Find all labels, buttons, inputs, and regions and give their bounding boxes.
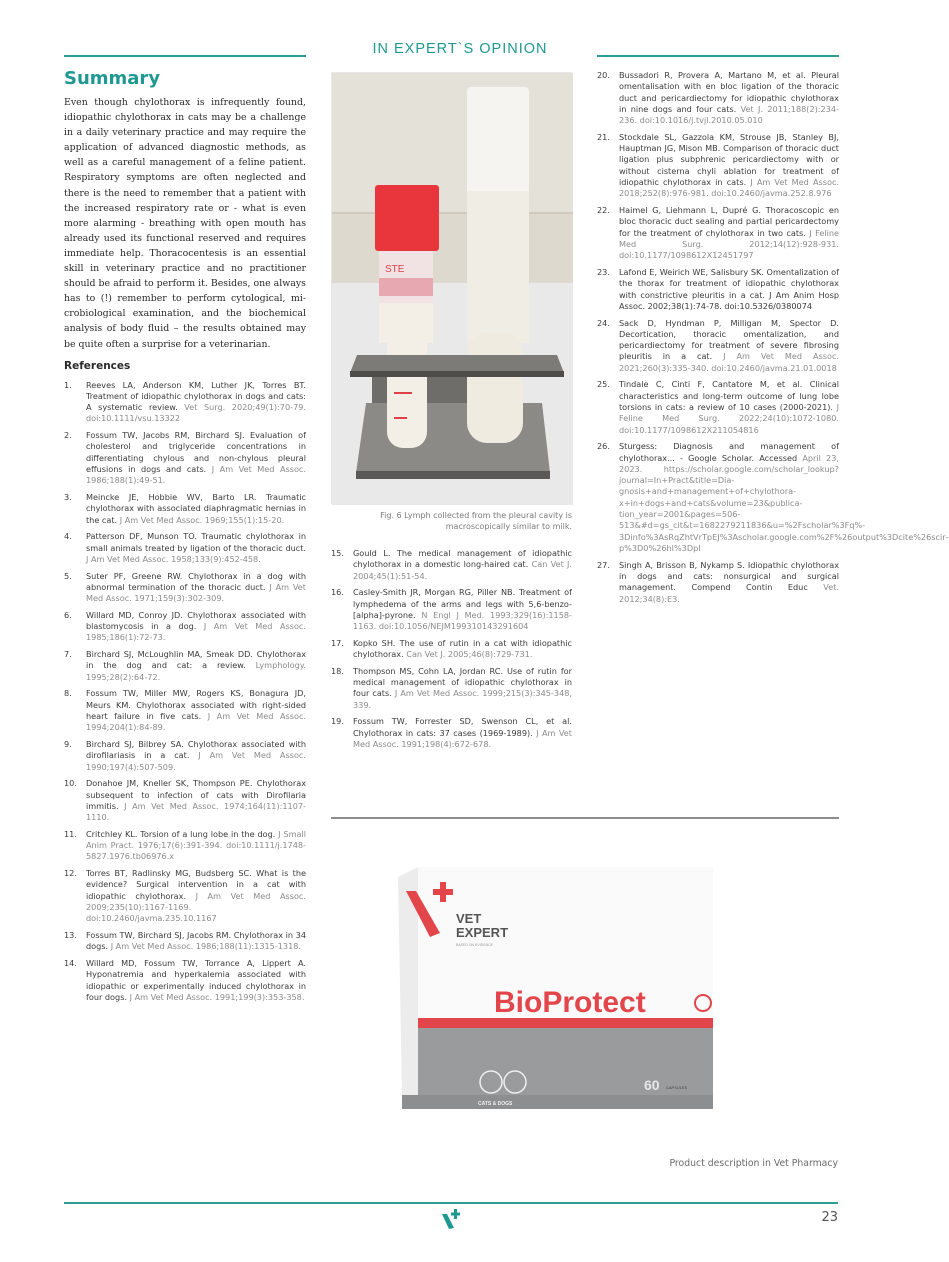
- reference-citation: J Am Vet Med Assoc. 1999;215(3):345-348, 339.: [353, 688, 572, 710]
- reference-citation: J Am Vet Med Assoc. 1974;164(11):1107-1110.: [86, 800, 306, 823]
- reference-item: [331, 587, 572, 632]
- reference-item: [64, 829, 306, 863]
- product-caption: Product description in Vet Pharmacy: [669, 1158, 838, 1169]
- section-title: IN EXPERT`S OPINION: [372, 41, 548, 57]
- reference-number: 25.: [597, 379, 610, 390]
- vet-expert-footer-logo-icon: [440, 1208, 464, 1230]
- reference-item: [64, 868, 306, 924]
- reference-number: 26.: [597, 441, 610, 452]
- header-rule-left: [64, 55, 306, 57]
- reference-citation: J Feline Med Surg. 2022;24(10):1072-1080. doi:10.1177/1098612X211054816: [619, 401, 839, 435]
- reference-number: 12.: [64, 868, 77, 879]
- footer-rule: [64, 1202, 838, 1204]
- header-rule-right: [597, 55, 839, 57]
- product-name: BioProtect: [494, 986, 646, 1019]
- reference-text: Willard MD, Conroy JD. Chylothorax associated with blastomycosis in a dog.: [86, 609, 306, 632]
- summary-text: Even though chylothorax is infrequently found, idiopathic chylothorax in cats may be a challenge in a daily veterinary practice and may require the application of advanced diagnostic methods, as well as a careful management of a feline patient. Respiratory symptoms are often neglected and there is the need to remember that a patient with the increased respiratory rate or - what is even more alarming - breathing with open mouth has already used its functional reserved and requires immediate help. Thoracocentesis is an essential skill in veterinary practice and no practitioner should be afraid to perform it. Besides, one always has to (!) remember to perform cytological, microbiological examination, and the biochemical analysis of body fluid – the results obtained may be quite often a surprise for a veterinarian.: [64, 97, 306, 350]
- reference-number: 22.: [597, 205, 610, 216]
- capsule-count: 60: [644, 1077, 660, 1093]
- reference-citation: J Am Vet Med Assoc. 1991;198(4):672-678.: [353, 727, 572, 750]
- reference-citation: Vet J. 2011;188(2):234-236. doi:10.1016/j.tvjl.2010.05.010: [619, 103, 839, 126]
- reference-text: Bussadori R, Provera A, Martano M, et al. Pleural omentalisation with en bloc ligation of the thoracic duct and pericardiectomy for idiopathic chylothorax in nine dogs and four cats.: [619, 70, 839, 114]
- reference-citation: J Am Vet Med Assoc. 1991;199(3):353-358.: [129, 991, 305, 1002]
- reference-citation: J Small Anim Pract. 1976;17(6):391-394. doi:10.1111/j.1748-5827.1976.tb06976.x: [86, 828, 306, 862]
- reference-citation: J Feline Med Surg. 2012;14(12):928-931. doi:10.1177/1098612X12451797: [619, 227, 839, 261]
- reference-citation: April 23, 2023. https://scholar.google.com/scholar_lookup?journal=In+Pract&title=Diagnosis+and+management+of+chylothorax+in+dogs+and+cats&volume=23&publication_year=2001&pages=506-513&#d=gs_cit&t=1682279211836&u=%2Fscholar%3Fq%3Dinfo%3AsRqZhtVrTpEJ%3Ascholar.google.com%2F%26output%3Dcite%26scirp%3D0%26hl%3Dpl: [619, 452, 949, 553]
- reference-number: 23.: [597, 266, 610, 277]
- reference-citation: Vet. 2012;34(8):E3.: [619, 582, 839, 604]
- reference-text: Birchard SJ, Bilbrey SA. Chylothorax associated with dirofilariasis in a cat.: [86, 739, 306, 761]
- brand-tagline: BASED ON EVIDENCE: [456, 943, 493, 947]
- reference-number: 19.: [331, 716, 344, 727]
- reference-text: Lafond E, Weirich WE, Salisbury SK. Omentalization of the thorax for treatment of idiopathic chylothorax with constrictive pleuritis in a cat. J Am Anim Hosp Assoc. 2002;38(1):74-78. doi:10.5326/0380074: [619, 266, 839, 311]
- reference-number: 3.: [64, 492, 72, 503]
- reference-item: [597, 267, 839, 312]
- figure-caption: Fig. 6 Lymph collected from the pleural cavity is macroscopically similar to milk.: [380, 511, 572, 531]
- reference-number: 6.: [64, 609, 72, 620]
- reference-citation: J Am Vet Med Assoc. 1986;188(1):49-51.: [86, 464, 306, 486]
- figure-photo-lymph-tubes: [331, 72, 572, 504]
- lymph-tubes-image: [332, 73, 573, 505]
- reference-citation: Can Vet J. 2004;45(1):51-54.: [353, 559, 572, 581]
- reference-item: [64, 531, 306, 565]
- reference-item: [64, 430, 306, 486]
- reference-number: 13.: [64, 930, 77, 941]
- reference-text: Gould L. The medical management of idiopathic chylothorax in a domestic long-haired cat.: [353, 548, 572, 570]
- reference-list-right: [597, 70, 949, 605]
- brand-expert: EXPERT: [456, 925, 509, 940]
- reference-item: [64, 492, 306, 526]
- reference-citation: N Engl J Med. 1993;329(16):1158-1163. doi:10.1056/NEJM199310143291604: [353, 609, 572, 632]
- reference-text: Haimel G, Liehmann L, Dupré G. Thoracoscopic en bloc thoracic duct sealing and partial pericardectomy for the treatment of chylothorax in two cats.: [619, 205, 839, 238]
- reference-text: Patterson DF, Munson TO. Traumatic chylothorax in small animals treated by ligation of the thoracic duct.: [86, 531, 306, 553]
- reference-text: Torres BT, Radlinsky MG, Budsberg SC. What is the evidence? Surgical intervention in a cat with idiopathic chylothorax.: [86, 868, 306, 901]
- reference-text: Willard MD, Fossum TW, Torrance A, Lippert A. Hyponatremia and hyperkalemia associated with idiopathic or experimentally induced chylothorax in four dogs.: [86, 958, 306, 1002]
- reference-item: [64, 649, 306, 683]
- reference-citation: J Am Vet Med Assoc. 1971;159(3):302-309.: [86, 581, 306, 604]
- reference-number: 1.: [64, 379, 72, 390]
- middle-column: [331, 72, 572, 756]
- reference-item: [597, 379, 839, 435]
- reference-text: Critchley KL. Torsion of a lung lobe in the dog.: [86, 828, 276, 839]
- reference-citation: J Am Vet Med Assoc. 1994;204(1):84-89.: [86, 711, 306, 733]
- reference-item: [64, 571, 306, 605]
- reference-number: 10.: [64, 778, 77, 789]
- reference-text: Tindale C, Cinti F, Cantatore M, et al. Clinical characteristics and long-term outcome of lung lobe torsions in cats: a review of 10 cases (2000-2021).: [619, 379, 839, 412]
- reference-citation: J Am Vet Med Assoc. 1990;197(4):507-509.: [86, 750, 306, 772]
- reference-item: [331, 666, 572, 711]
- reference-text: Fossum TW, Birchard SJ, Jacobs RM. Chylothorax in 34 dogs.: [86, 930, 306, 952]
- reference-number: 24.: [597, 317, 610, 328]
- reference-text: Fossum TW, Jacobs RM, Birchard SJ. Evaluation of cholesterol and triglyceride concentrations in differentiating chylous and non-chylous pleural effusions in dogs and cats.: [86, 430, 306, 475]
- reference-text: Sack D, Hyndman P, Milligan M, Spector D. Decortication, thoracic omentalization, and pericardiectomy for treatment of severe fibrosing pleuritis in a cat.: [619, 317, 839, 362]
- reference-number: 27.: [597, 559, 610, 570]
- reference-text: Fossum TW, Miller MW, Rogers KS, Bonagura JD, Meurs KM. Chylothorax associated with right-sided heart failure in five cats.: [86, 688, 306, 722]
- reference-item: [331, 548, 572, 582]
- reference-number: 2.: [64, 430, 72, 441]
- reference-citation: J Am Vet Med Assoc. 1969;155(1):15-20.: [119, 514, 285, 525]
- reference-item: [331, 716, 572, 750]
- reference-item: [597, 441, 949, 554]
- reference-citation: Can Vet J. 2005;46(8):729-731.: [406, 649, 533, 660]
- reference-item: [597, 318, 839, 374]
- reference-text: Sturgess: Diagnosis and management of chylothorax... - Google Scholar. Accessed: [619, 441, 839, 463]
- reference-item: [331, 638, 572, 661]
- reference-citation: J Am Vet Med Assoc. 1958;133(9):452-458.: [86, 553, 261, 564]
- right-column: [597, 70, 949, 610]
- reference-number: 18.: [331, 665, 344, 676]
- reference-number: 7.: [64, 649, 72, 660]
- brand-vet: VET: [456, 911, 482, 926]
- reference-number: 20.: [597, 70, 610, 80]
- reference-citation: J Am Vet Med Assoc. 2021;260(3):335-340. doi:10.2460/javma.21.01.0018: [619, 351, 839, 373]
- reference-text: Stockdale SL, Gazzola KM, Strouse JB, Stanley BJ, Hauptman JG, Mison MB. Comparison of thoracic duct ligation plus subphrenic pericardiectomy with or without cisterna chyli ablation for treatment of idiopathic chylothorax in cats.: [619, 131, 839, 188]
- reference-text: Thompson MS, Cohn LA, Jordan RC. Use of rutin for medical management of idiopathic chylothorax in four cats.: [353, 665, 572, 699]
- reference-item: [64, 688, 306, 733]
- reference-item: [64, 739, 306, 773]
- red-cap: [375, 185, 439, 251]
- reference-item: [597, 132, 839, 200]
- reference-citation: Vet Surg. 2020;49(1):70-79. doi:10.1111/vsu.13322: [86, 402, 306, 424]
- reference-number: 5.: [64, 570, 72, 581]
- left-column: [64, 68, 306, 1009]
- product-box-image: [398, 855, 713, 1117]
- reference-number: 15.: [331, 548, 344, 558]
- reference-item: [64, 610, 306, 644]
- reference-list-left: [64, 380, 306, 1004]
- reference-citation: J Am Vet Med Assoc. 1985;186(1):72-73.: [86, 621, 306, 643]
- bioprotect-box: [398, 855, 713, 1117]
- reference-number: 9.: [64, 739, 72, 750]
- reference-text: Suter PF, Greene RW. Chylothorax in a dog with abnormal termination of the thoracic duct.: [86, 570, 306, 592]
- summary-heading: Summary: [64, 68, 161, 89]
- reference-citation: J Am Vet Med Assoc. 1986;188(11):1315-1318.: [110, 941, 302, 952]
- reference-citation: Lymphology. 1995;28(2):64-72.: [86, 660, 306, 682]
- reference-text: Casley-Smith JR, Morgan RG, Piller NB. Treatment of lymphedema of the arms and legs with 5,6-benzo-[alpha]-pyrone.: [353, 587, 572, 620]
- reference-item: [64, 930, 306, 953]
- reference-citation: J Am Vet Med Assoc. 2009;235(10):1167-1169. doi:10.2460/javma.235.10.1167: [86, 890, 306, 924]
- reference-text: Fossum TW, Forrester SD, Swenson CL, et al. Chylothorax in cats: 37 cases (1969-1989).: [353, 716, 572, 738]
- reference-item: [64, 778, 306, 823]
- reference-number: 8.: [64, 688, 72, 699]
- reference-list-middle: [331, 548, 572, 750]
- reference-item: [64, 380, 306, 425]
- reference-text: Reeves LA, Anderson KM, Luther JK, Torres BT. Treatment of idiopathic chylothorax in dogs and cats: A systematic review.: [86, 379, 306, 413]
- reference-item: [64, 958, 306, 1003]
- reference-number: 11.: [64, 828, 77, 839]
- reference-text: Birchard SJ, McLoughlin MA, Smeak DD. Chylothorax in the dog and cat: a review.: [86, 649, 306, 671]
- tube-label: STE: [385, 264, 405, 275]
- reference-text: Singh A, Brisson B, Nykamp S. Idiopathic chylothorax in dogs and cats: nonsurgical and surgical management. Compend Contin Educ: [619, 559, 839, 593]
- reference-text: Kopko SH. The use of rutin in a cat with idiopathic chylothorax.: [353, 637, 572, 660]
- capsule-unit: CAPSULES: [666, 1085, 688, 1090]
- reference-text: Meincke JE, Hobbie WV, Barto LR. Traumatic chylothorax with associated diaphragmatic hernias in the cat.: [86, 492, 306, 525]
- reference-item: [597, 70, 839, 126]
- reference-citation: J Am Vet Med Assoc. 2018;252(8):976-981. doi:10.2460/javma.252.8.976: [619, 177, 840, 199]
- reference-number: 4.: [64, 531, 72, 542]
- reference-number: 16.: [331, 587, 344, 598]
- references-divider: [331, 817, 839, 819]
- reference-number: 14.: [64, 958, 77, 969]
- reference-number: 21.: [597, 131, 610, 142]
- reference-number: 17.: [331, 637, 344, 648]
- page-number: 23: [821, 1210, 838, 1225]
- references-heading: References: [64, 359, 131, 372]
- reference-item: [597, 560, 839, 605]
- cats-dogs-badge: CATS & DOGS: [478, 1101, 513, 1107]
- reference-text: Donahoe JM, Kneller SK, Thompson PE. Chylothorax subsequent to infection of cats with Dirofilaria immitis.: [86, 778, 306, 811]
- reference-item: [597, 205, 839, 261]
